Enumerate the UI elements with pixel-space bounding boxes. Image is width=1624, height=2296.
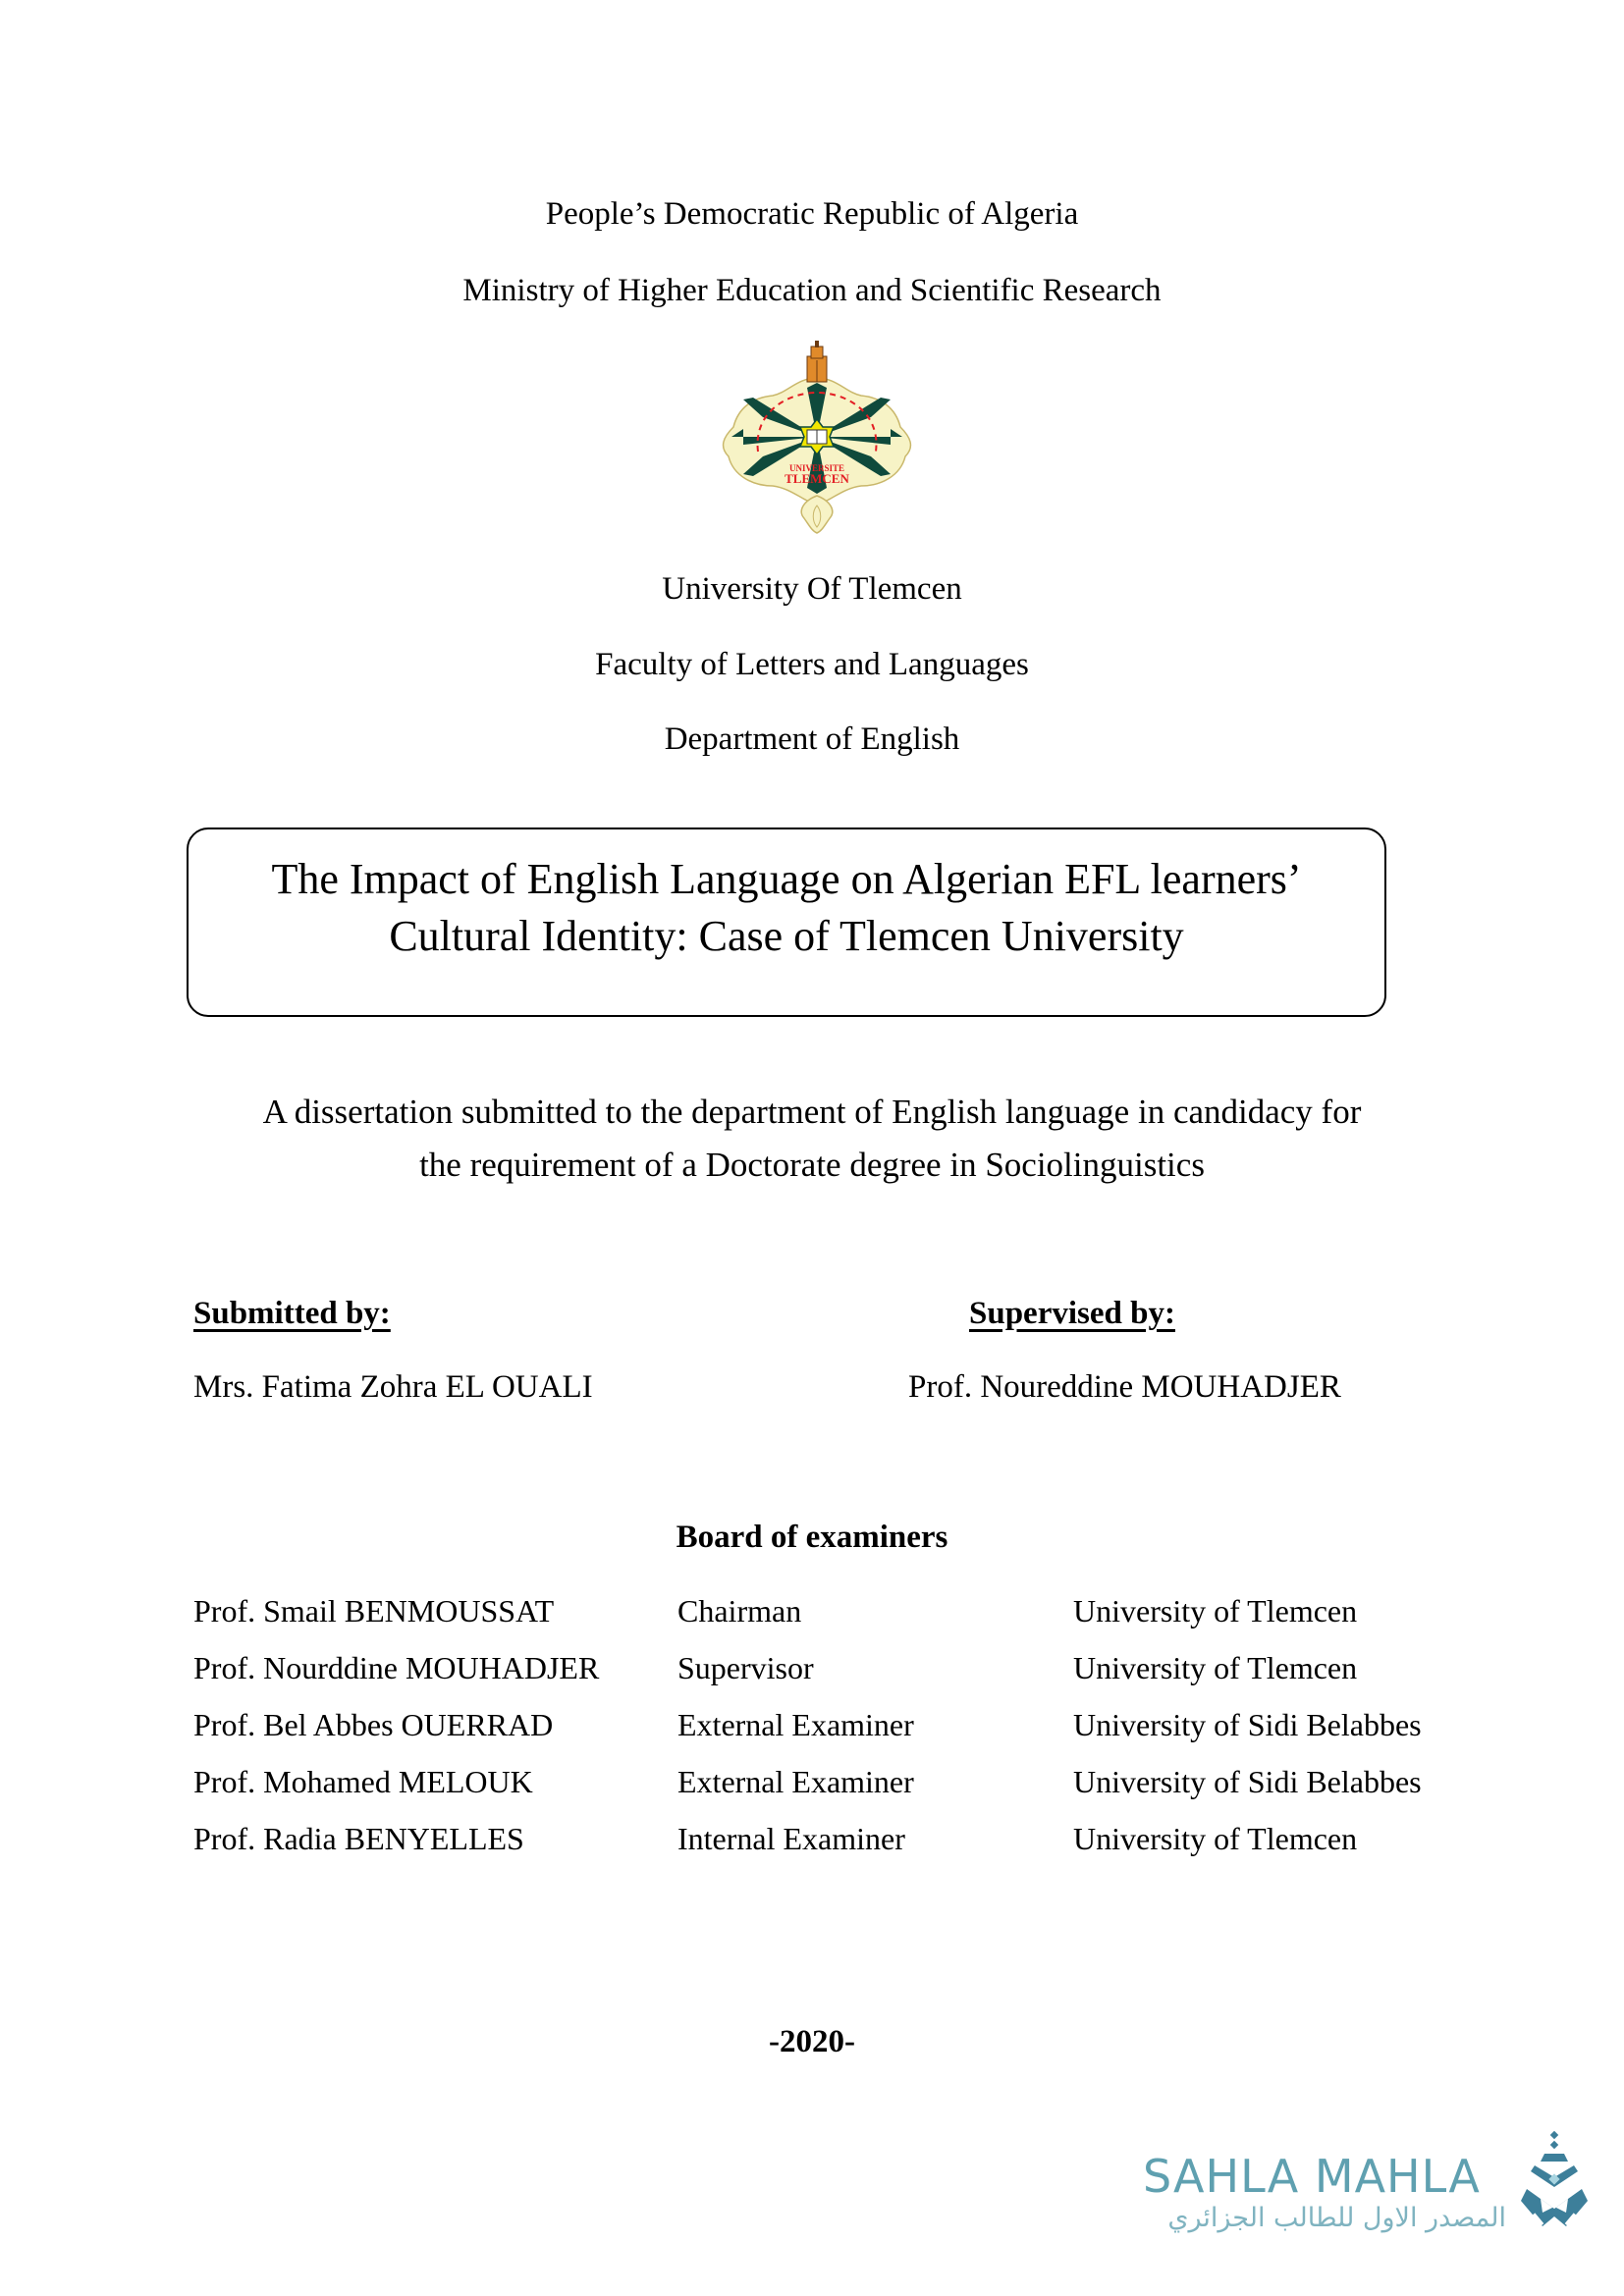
examiner-role: Internal Examiner	[677, 1821, 905, 1856]
author-name: Mrs. Fatima Zohra EL OUALI	[193, 1369, 593, 1405]
dissertation-line2: the requirement of a Doctorate degree in Sociolinguistics	[419, 1146, 1205, 1184]
thesis-title-line2: Cultural Identity: Case of Tlemcen University	[389, 912, 1184, 960]
university-emblem-icon	[714, 339, 920, 535]
sahla-mahla-logo-icon	[1517, 2128, 1591, 2241]
svg-text:TLEMCEN: TLEMCEN	[785, 471, 849, 486]
examiner-institution: University of Tlemcen	[1073, 1593, 1358, 1629]
country-heading: People’s Democratic Republic of Algeria	[545, 196, 1079, 232]
university-name: University Of Tlemcen	[662, 571, 962, 607]
watermark-tagline: المصدر الاول للطالب الجزائري	[1167, 2203, 1506, 2233]
dissertation-statement	[0, 1086, 1624, 1192]
examiner-name: Prof. Nourddine MOUHADJER	[193, 1650, 600, 1685]
watermark-brand: SAHLA MAHLA	[1143, 2150, 1481, 2203]
examiner-institution: University of Tlemcen	[1073, 1650, 1358, 1685]
year: -2020-	[769, 2024, 855, 2059]
department-name: Department of English	[664, 721, 960, 757]
examiner-row	[193, 1764, 1470, 1803]
examiner-name: Prof. Smail BENMOUSSAT	[193, 1593, 555, 1629]
examiner-name: Prof. Radia BENYELLES	[193, 1821, 524, 1856]
svg-text:UNIVERSITE: UNIVERSITE	[788, 463, 845, 473]
examiner-role: Chairman	[677, 1593, 802, 1629]
examiner-role: Supervisor	[677, 1650, 814, 1685]
examiner-role: External Examiner	[677, 1707, 914, 1742]
thesis-title	[189, 851, 1384, 965]
examiner-row	[193, 1650, 1470, 1689]
examiner-name: Prof. Bel Abbes OUERRAD	[193, 1707, 554, 1742]
thesis-title-line1: The Impact of English Language on Algerian EFL learners’	[271, 855, 1302, 903]
examiner-role: External Examiner	[677, 1764, 914, 1799]
examiner-name: Prof. Mohamed MELOUK	[193, 1764, 533, 1799]
examiner-institution: University of Sidi Belabbes	[1073, 1707, 1422, 1742]
examiner-row	[193, 1707, 1470, 1746]
examiner-institution: University of Sidi Belabbes	[1073, 1764, 1422, 1799]
supervised-by-label: Supervised by:	[969, 1296, 1175, 1331]
board-heading: Board of examiners	[676, 1520, 948, 1555]
sahla-mahla-watermark	[1139, 2128, 1591, 2241]
examiner-row	[193, 1593, 1470, 1632]
university-logo	[714, 339, 920, 535]
submitted-by-label: Submitted by:	[193, 1296, 391, 1331]
examiner-institution: University of Tlemcen	[1073, 1821, 1358, 1856]
dissertation-line1: A dissertation submitted to the department of English language in candidacy for	[262, 1093, 1362, 1131]
faculty-name: Faculty of Letters and Languages	[595, 647, 1029, 682]
examiner-row	[193, 1821, 1470, 1860]
supervisor-name: Prof. Noureddine MOUHADJER	[908, 1369, 1341, 1405]
ministry-heading: Ministry of Higher Education and Scientific Research	[462, 273, 1162, 308]
thesis-title-box	[187, 828, 1386, 1017]
